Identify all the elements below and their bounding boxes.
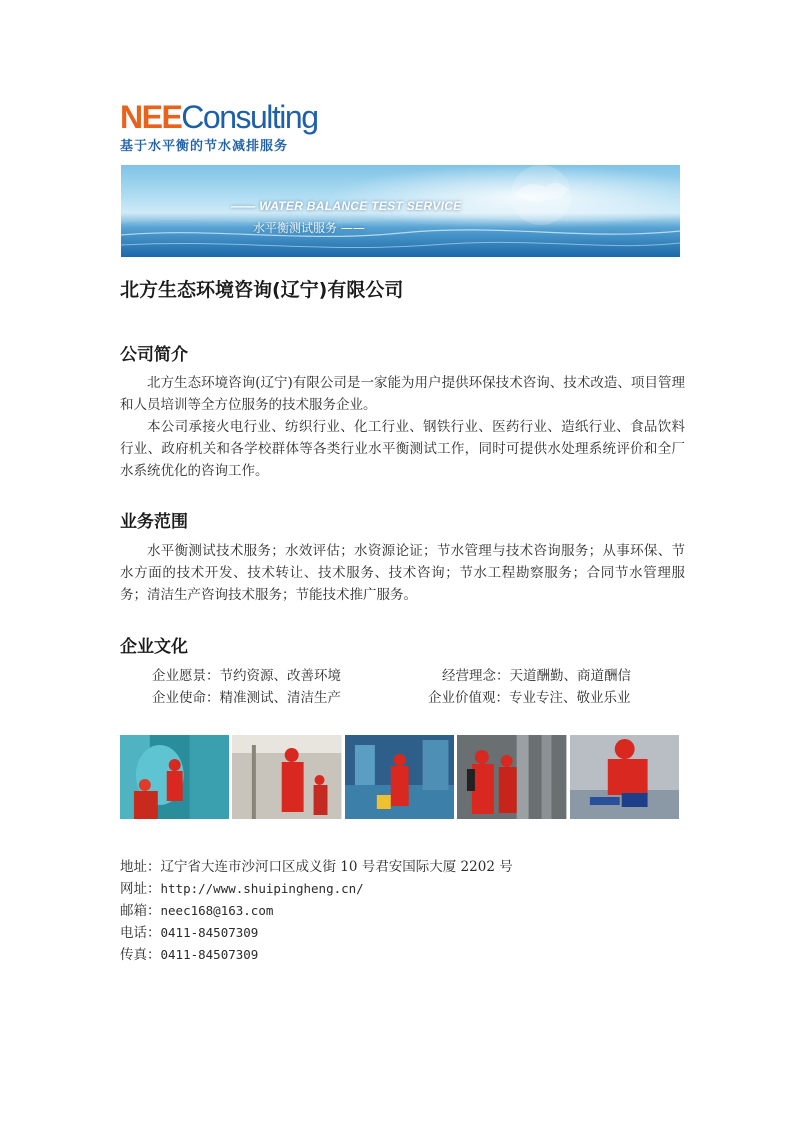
phone-label: 电话： [120,925,161,941]
email-link[interactable]: neec168@163.com [160,903,274,918]
photo-worker-machinery [345,735,454,819]
logo-nee: NEE [120,99,182,135]
contact-website [120,877,364,897]
website-link[interactable]: http://www.shuipingheng.cn/ [160,881,364,896]
section-heading-intro: 公司简介 [120,345,188,365]
fax-value: 0411-84507309 [160,947,259,962]
culture-philosophy: 经营理念：天道酬勤、商道酬信 [442,668,631,684]
photo-strip [120,735,679,819]
scope-paragraph: 水平衡测试技术服务；水效评估；水资源论证；节水管理与技术咨询服务；从事环保、节水方面的技术开发、技术转让、技术服务、技术咨询；节水工程勘察服务；合同节水管理服务；清洁生产咨询技术服务；节能技术推广服务。 [120,543,685,603]
photo-pipes-workers [120,735,229,819]
address-label: 地址： [120,859,161,875]
contact-email [120,899,273,919]
address-value: 辽宁省大连市沙河口区成义街 10 号君安国际大厦 2202 号 [160,859,513,875]
fax-label: 传真： [120,947,161,963]
company-name: 北方生态环境咨询(辽宁)有限公司 [120,279,404,301]
culture-vision: 企业愿景：节约资源、改善环境 [152,668,341,684]
water-banner [121,165,680,257]
email-label: 邮箱： [120,903,161,919]
company-logo [120,100,380,160]
logo-consulting: Consulting [181,99,318,135]
banner-chinese-title: 水平衡测试服务 —— [253,221,365,235]
intro-paragraph-2: 本公司承接火电行业、纺织行业、化工行业、钢铁行业、医药行业、造纸行业、食品饮料行业、政府机关和各学校群体等各类行业水平衡测试工作，同时可提供水处理系统评价和全厂水系统优化的咨询工作。 [120,419,685,479]
intro-paragraph-1: 北方生态环境咨询(辽宁)有限公司是一家能为用户提供环保技术咨询、技术改造、项目管理和人员培训等全方位服务的技术服务企业。 [120,375,685,413]
photo-worker-meter [570,735,679,819]
logo-wordmark [120,100,380,134]
logo-tagline: 基于水平衡的节水减排服务 [120,139,289,154]
culture-mission: 企业使命：精准测试、清洁生产 [152,690,341,706]
photo-worker-corridor [232,735,341,819]
contact-address [120,855,513,875]
phone-value: 0411-84507309 [160,925,259,940]
section-heading-scope: 业务范围 [120,512,188,532]
contact-fax [120,943,258,963]
section-heading-culture: 企业文化 [120,637,188,657]
website-label: 网址： [120,881,161,897]
banner-english-title: —— WATER BALANCE TEST SERVICE [231,199,462,213]
culture-values: 企业价值观：专业专注、敬业乐业 [428,690,631,706]
contact-phone [120,921,258,941]
photo-workers-pipes [457,735,566,819]
